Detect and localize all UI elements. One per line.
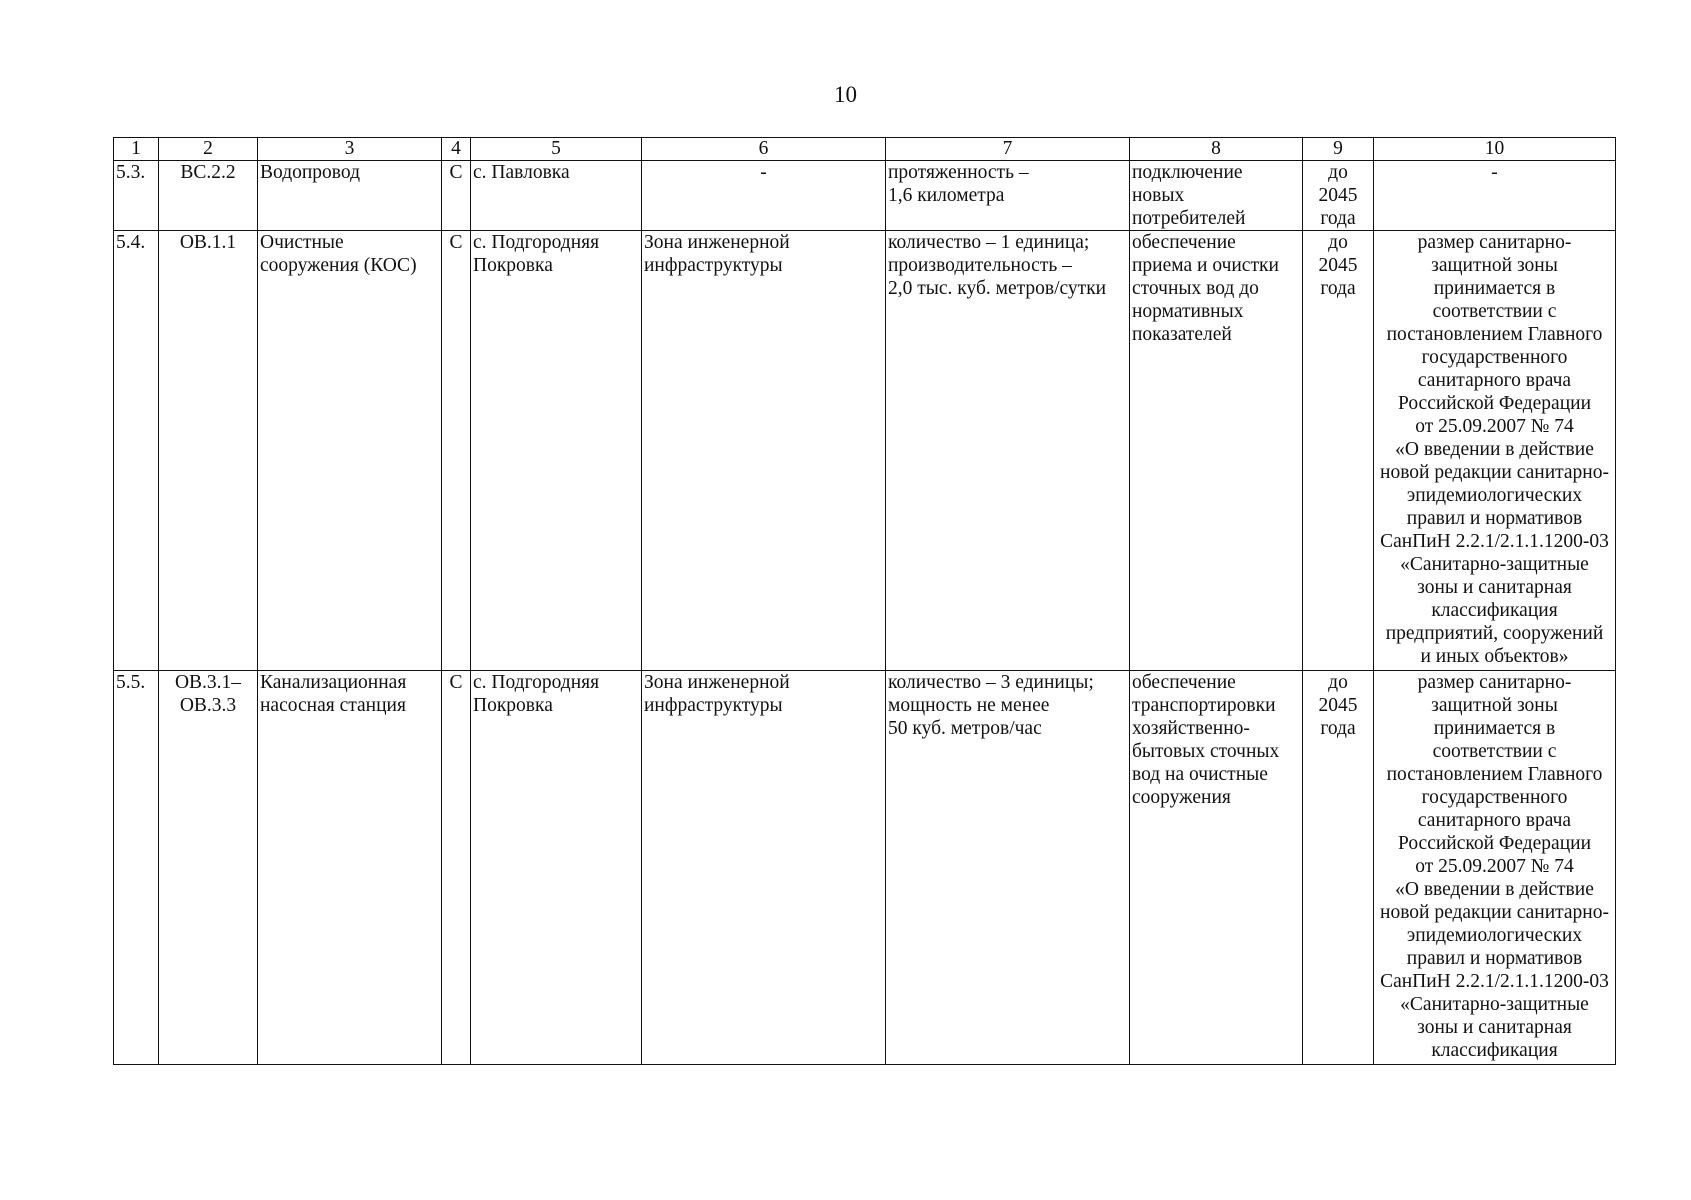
zone-cell: Зона инженерной инфраструктуры — [642, 671, 886, 1065]
status-cell: С — [442, 161, 471, 231]
object-code-cell: ОВ.3.1– ОВ.3.3 — [159, 671, 258, 1065]
term-cell: до 2045 года — [1303, 231, 1374, 671]
header-cell: 8 — [1130, 138, 1303, 161]
purpose-cell: подключение новых потребителей — [1130, 161, 1303, 231]
restrictions-cell: - — [1374, 161, 1616, 231]
header-cell: 2 — [159, 138, 258, 161]
object-code-cell: ВС.2.2 — [159, 161, 258, 231]
table-row — [114, 671, 1616, 1065]
characteristics-cell: протяженность – 1,6 километра — [886, 161, 1130, 231]
object-name-cell: Водопровод — [258, 161, 442, 231]
header-cell: 5 — [471, 138, 642, 161]
header-cell: 9 — [1303, 138, 1374, 161]
table-header-row — [114, 138, 1616, 161]
row-number-cell: 5.5. — [114, 671, 159, 1065]
table-row — [114, 161, 1616, 231]
header-cell: 3 — [258, 138, 442, 161]
characteristics-cell: количество – 3 единицы; мощность не менее 50 куб. метров/час — [886, 671, 1130, 1065]
row-number-cell: 5.3. — [114, 161, 159, 231]
location-cell: с. Подгородняя Покровка — [471, 671, 642, 1065]
characteristics-cell: количество – 1 единица; производительность – 2,0 тыс. куб. метров/сутки — [886, 231, 1130, 671]
purpose-cell: обеспечение приема и очистки сточных вод до нормативных показателей — [1130, 231, 1303, 671]
header-cell: 10 — [1374, 138, 1616, 161]
restrictions-cell: размер санитарно- защитной зоны принимается в соответствии с постановлением Главного государственного санитарного врача Российской Федерации от 25.09.2007 № 74 «О введении в действие новой редакции санитарно- эпидемиологических правил и нормативов СанПиН 2.2.1/2.1.1.1200-03 «Санитарно-защитные зоны и санитарная классификация — [1374, 671, 1616, 1065]
table-row — [114, 231, 1616, 671]
status-cell: С — [442, 231, 471, 671]
purpose-cell: обеспечение транспортировки хозяйственно- бытовых сточных вод на очистные сооружения — [1130, 671, 1303, 1065]
term-cell: до 2045 года — [1303, 161, 1374, 231]
objects-table — [113, 137, 1616, 1065]
header-cell: 4 — [442, 138, 471, 161]
zone-cell: - — [642, 161, 886, 231]
row-number-cell: 5.4. — [114, 231, 159, 671]
location-cell: с. Павловка — [471, 161, 642, 231]
object-name-cell: Очистные сооружения (КОС) — [258, 231, 442, 671]
object-name-cell: Канализационная насосная станция — [258, 671, 442, 1065]
page-number: 10 — [834, 82, 857, 107]
header-cell: 7 — [886, 138, 1130, 161]
zone-cell: Зона инженерной инфраструктуры — [642, 231, 886, 671]
object-code-cell: ОВ.1.1 — [159, 231, 258, 671]
term-cell: до 2045 года — [1303, 671, 1374, 1065]
header-cell: 6 — [642, 138, 886, 161]
restrictions-cell: размер санитарно- защитной зоны принимается в соответствии с постановлением Главного государственного санитарного врача Российской Федерации от 25.09.2007 № 74 «О введении в действие новой редакции санитарно- эпидемиологических правил и нормативов СанПиН 2.2.1/2.1.1.1200-03 «Санитарно-защитные зоны и санитарная классификация предприятий, сооружений и иных объектов» — [1374, 231, 1616, 671]
header-cell: 1 — [114, 138, 159, 161]
location-cell: с. Подгородняя Покровка — [471, 231, 642, 671]
status-cell: С — [442, 671, 471, 1065]
